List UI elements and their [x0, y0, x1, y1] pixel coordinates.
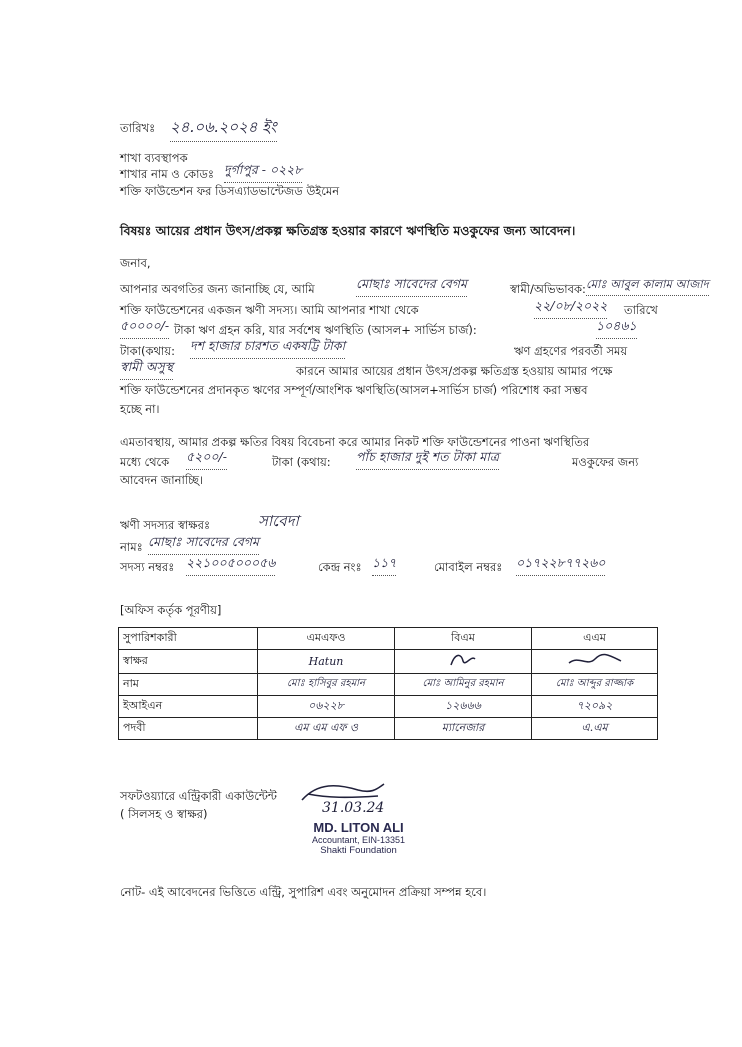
applicant-name: মোছাঃ সাবেদের বেগম [356, 276, 467, 297]
row-label: স্বাক্ষর [119, 650, 258, 674]
row-label: ইআইএন [119, 696, 258, 718]
am-name: মোঃ আব্দুর রাজ্জাক [532, 674, 658, 696]
accountant-sign-date: 31.03.24 [322, 800, 385, 816]
column-header: সুপারিশকারী [119, 628, 258, 650]
loan-amount: ৫০০০০/- [120, 318, 169, 339]
column-header: বিএম [395, 628, 532, 650]
paragraph-2-waiver-text: মওকুফের জন্য [572, 455, 639, 469]
table-row [119, 674, 658, 696]
table-row [119, 696, 658, 718]
bm-signature [395, 650, 532, 674]
am-ein: ৭২০৯২ [532, 696, 658, 718]
bm-name: মোঃ আমিনুর রহমান [395, 674, 532, 696]
guardian-name: মোঃ আবুল কালাম আজাদ [586, 276, 709, 296]
mfo-name: মোঃ হাসিবুর রহমান [258, 674, 395, 696]
footer-note: নোট- এই আবেদনের ভিত্তিতে এন্ট্রি, সুপারিশ এবং অনুমোদন প্রক্রিয়া সম্পন্ন হবে। [120, 885, 487, 899]
paragraph-2-line-1: এমতাবস্থায়, আমার প্রকল্প ক্ষতির বিষয় বিবেচনা করে আমার নিকট শক্তি ফাউন্ডেশনের পাওনা ঋণস্থিতির [120, 435, 590, 449]
member-id-label: সদস্য নম্বরঃ [120, 560, 175, 574]
office-approval-table [118, 627, 658, 740]
mfo-ein: ০৬২২৮ [258, 696, 395, 718]
am-designation: এ.এম [532, 718, 658, 740]
stamp-title: Accountant, EIN-13351 [312, 835, 406, 845]
body-line-5-text: কারনে আমার আয়ের প্রধান উৎস/প্রকল্প ক্ষতিগ্রস্ত হওয়ায় আমার পক্ষে [296, 364, 613, 378]
amount-words-label: টাকা(কথায়: [120, 344, 175, 358]
table-row [119, 718, 658, 740]
table-row [119, 650, 658, 674]
center-value: ১১৭ [372, 555, 396, 576]
mfo-signature: Hatun [258, 650, 395, 674]
column-header: এএম [532, 628, 658, 650]
row-label: পদবী [119, 718, 258, 740]
stamp-name: MD. LITON ALI [313, 820, 404, 835]
column-header: এমএফও [258, 628, 395, 650]
guardian-label: স্বামী/অভিভাবক: [510, 282, 586, 296]
paragraph-2-line-3: আবেদন জানাচ্ছি। [120, 473, 204, 487]
member-name-label: নামঃ [120, 540, 143, 554]
body-line-3-text: টাকা ঋণ গ্রহন করি, যার সর্বশেষ ঋণস্থিতি (আসল+ সার্ভিস চার্জ): [174, 323, 477, 337]
waiver-amount: ৫২০০/- [186, 449, 227, 470]
body-line-2-text: শক্তি ফাউন্ডেশনের একজন ঋণী সদস্য। আমি আপনার শাখা থেকে [120, 303, 419, 317]
addressee-title: শাখা ব্যবস্থাপক [120, 151, 188, 165]
subject-line: বিষয়ঃ আয়ের প্রধান উৎস/প্রকল্প ক্ষতিগ্রস্ত হওয়ার কারণে ঋণস্থিতি মওকুফের জন্য আবেদন। [120, 223, 576, 238]
loan-date: ২২/০৮/২০২২ [534, 298, 607, 319]
am-signature [532, 650, 658, 674]
mobile-value: ০১৭২২৮৭৭২৬০ [516, 555, 605, 576]
row-label: নাম [119, 674, 258, 696]
body-line-1-text: আপনার অবগতির জন্য জানাচ্ছি যে, আমি [120, 282, 315, 296]
accountant-label: সফটওয়্যারে এন্ট্রিকারী একাউন্টেন্ট [120, 789, 277, 803]
organization-name: শক্তি ফাউন্ডেশন ফর ডিসএ্যাডভান্টেজড উইমেন [120, 184, 340, 198]
date-suffix: তারিখে [624, 303, 658, 317]
body-line-4-text: ঋণ গ্রহণের পরবর্তী সময় [514, 344, 628, 358]
branch-value: দুর্গাপুর - ০২২৮ [224, 162, 302, 183]
member-id-value: ২২১০০৫০০০৫৬ [186, 555, 275, 576]
member-name-value: মোছাঃ সাবেদের বেগম [148, 534, 259, 555]
date-value: ২৪.০৬.২০২৪ ইং [170, 116, 277, 142]
salutation: জনাব, [120, 256, 151, 270]
body-line-6-text: শক্তি ফাউন্ডেশনের প্রদানকৃত ঋণের সম্পূর্ণ/আংশিক ঋণস্থিতি(আসল+সার্ভিস চার্জ) পরিশোধ করা সম্ভব [120, 383, 588, 397]
accountant-stamp [312, 820, 405, 856]
mobile-label: মোবাইল নম্বরঃ [434, 560, 503, 574]
seal-signature-label: ( সিলসহ ও স্বাক্ষর) [120, 807, 208, 821]
mfo-designation: এম এম এফ ও [258, 718, 395, 740]
balance-in-words: দশ হাজার চারশত একষট্টি টাকা [190, 338, 345, 359]
bm-ein: ১২৬৬৬ [395, 696, 532, 718]
body-line-7-text: হচ্ছে না। [120, 402, 160, 416]
waiver-words-label: টাকা (কথায়: [272, 455, 331, 469]
paragraph-2-from-label: মধ্যে থেকে [120, 455, 170, 469]
date-label: তারিখঃ [120, 121, 156, 135]
loan-balance: ১০৪৬১ [596, 318, 637, 339]
waiver-in-words: পাঁচ হাজার দুই শত টাকা মাত্র [356, 449, 499, 470]
damage-reason: স্বামী অসুস্থ [120, 359, 173, 380]
stamp-organization: Shakti Foundation [320, 845, 397, 856]
member-signature-label: ঋণী সদস্যর স্বাক্ষরঃ [120, 518, 211, 532]
bm-designation: ম্যানেজার [395, 718, 532, 740]
office-use-heading: [অফিস কর্তৃক পূরণীয়] [120, 603, 222, 617]
member-signature: সাবেদা [258, 512, 299, 530]
table-header-row [119, 628, 658, 650]
branch-label: শাখার নাম ও কোডঃ [120, 167, 215, 181]
center-label: কেন্দ্র নংঃ [318, 560, 362, 574]
